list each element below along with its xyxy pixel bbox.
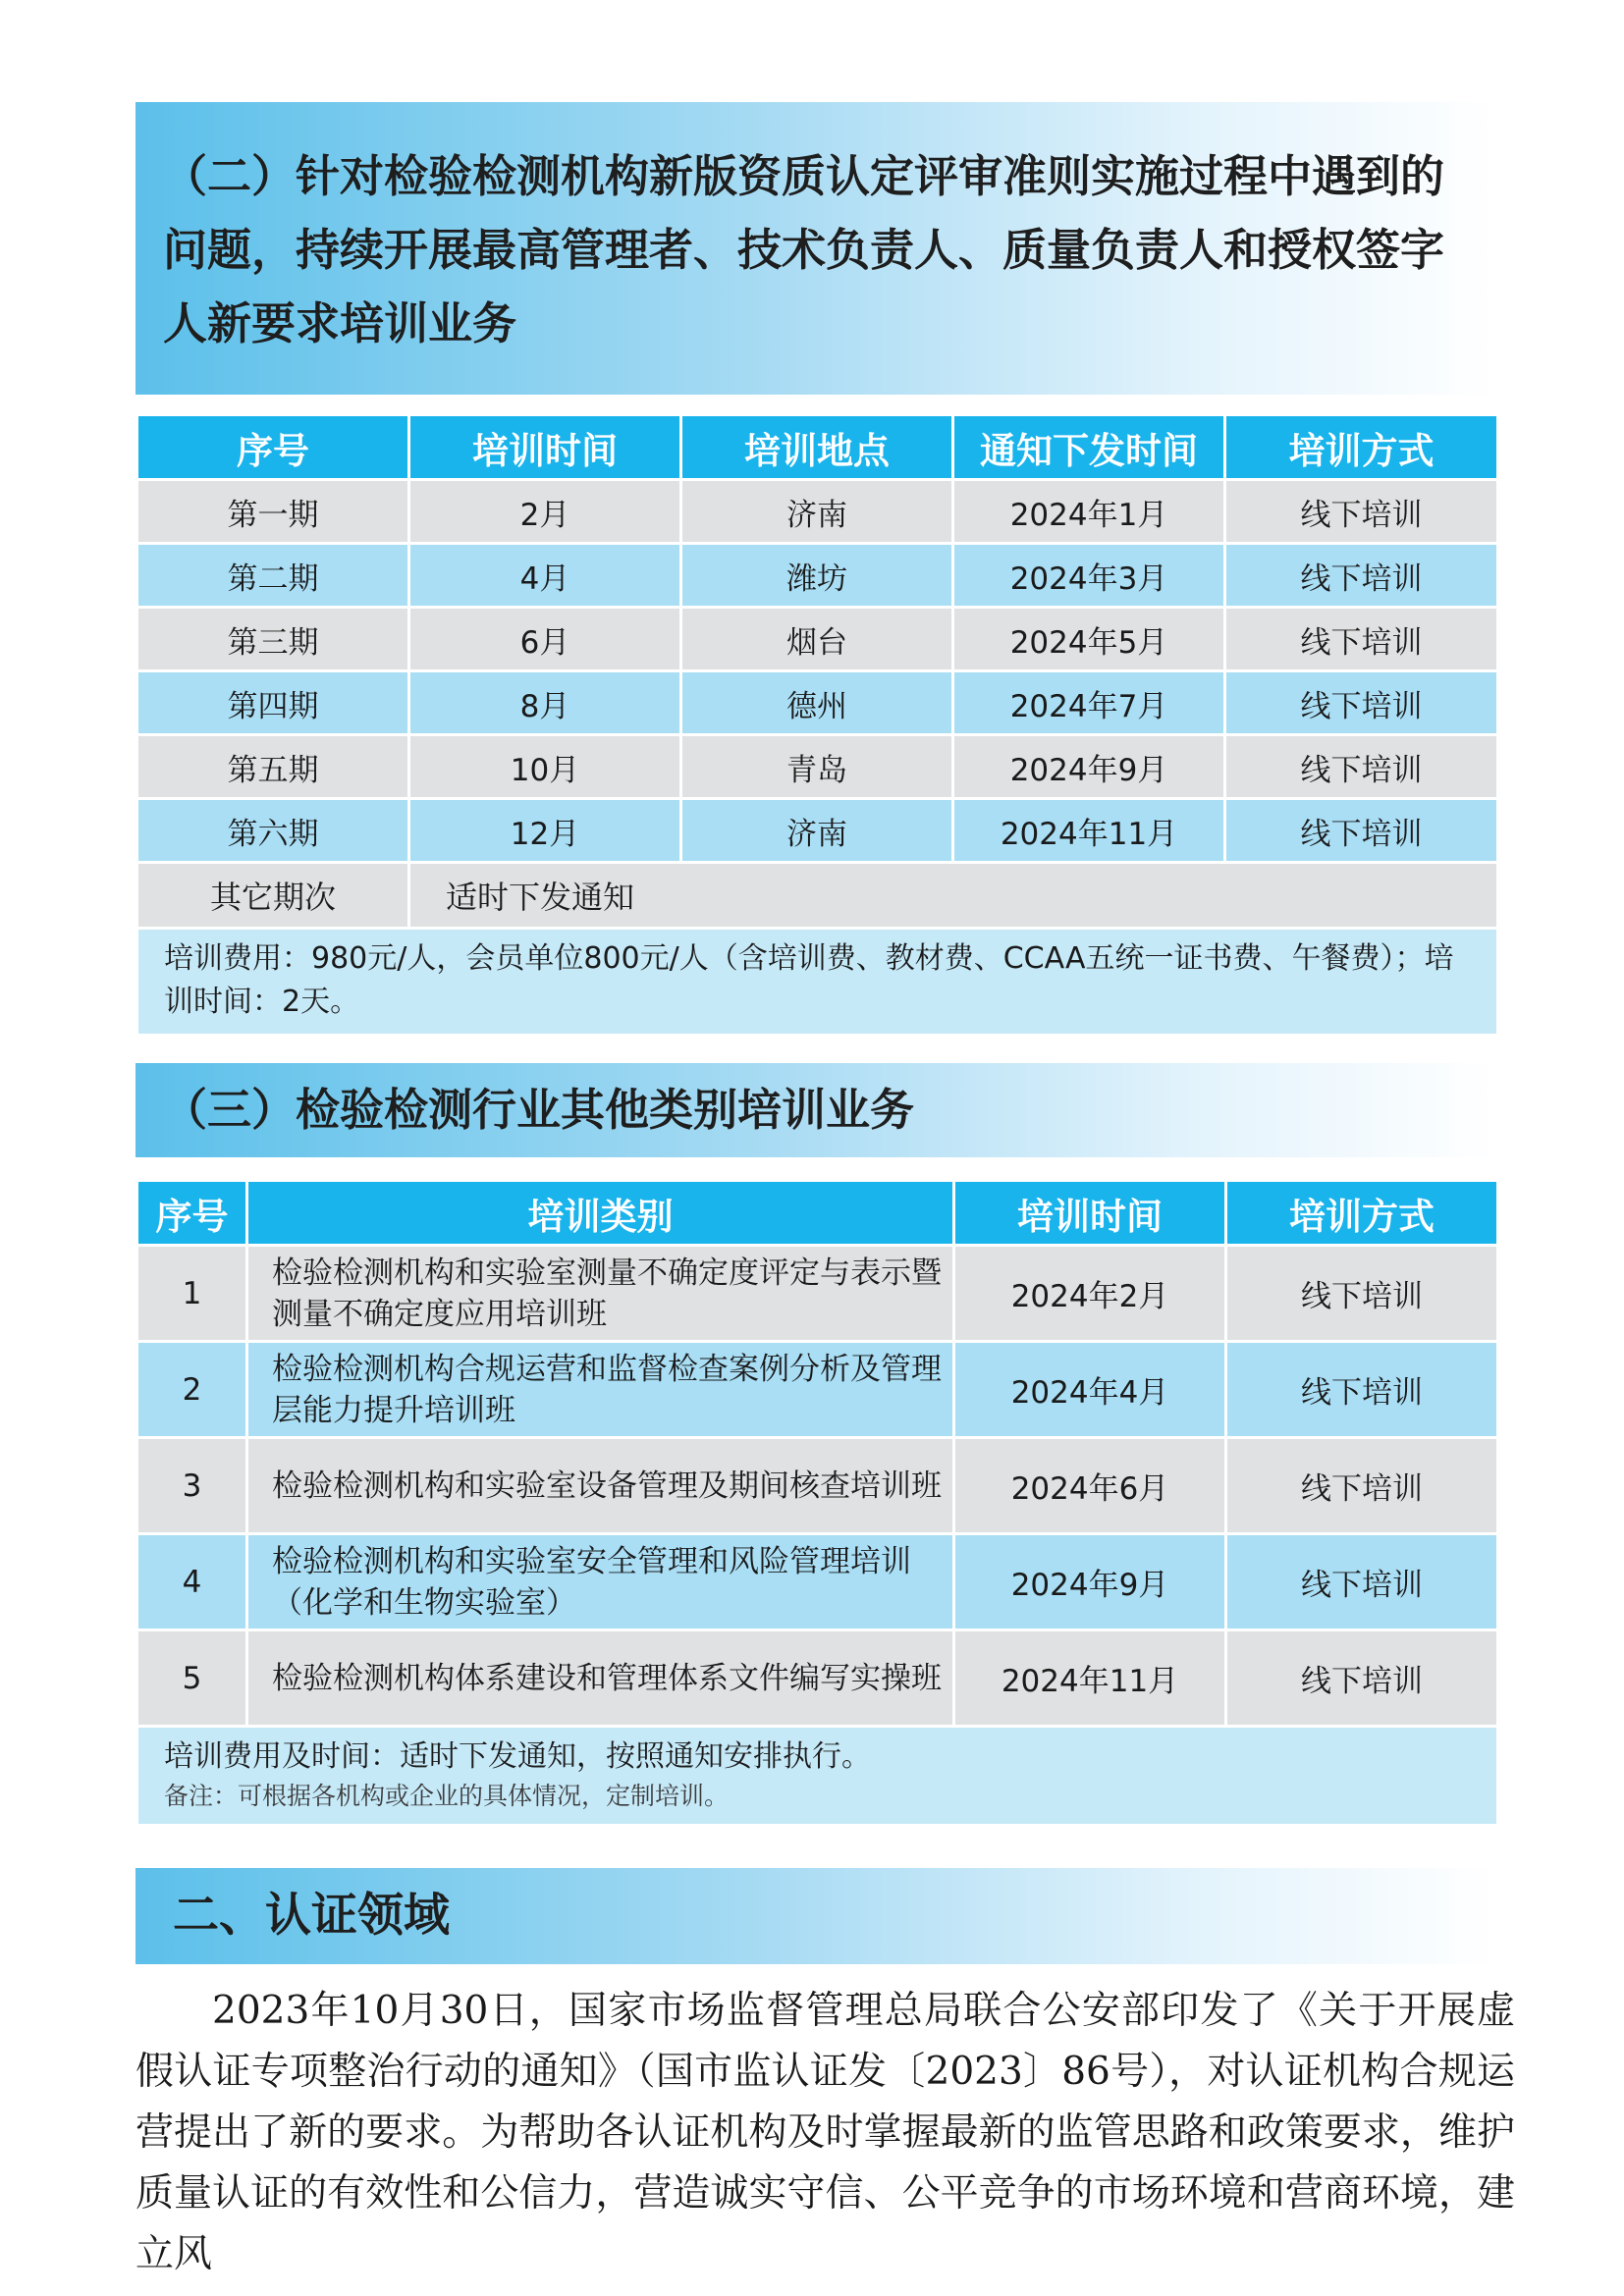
other-training-table: [135, 1179, 1499, 1827]
header-cell: 通知下发时间: [953, 415, 1225, 480]
table-header-row: [137, 1181, 1498, 1246]
location-cell: 烟台: [681, 608, 953, 671]
session-cell: 第五期: [137, 735, 409, 799]
time-cell: 2024年11月: [954, 1630, 1226, 1727]
header-cell: 培训方式: [1225, 415, 1498, 480]
time-cell: 4月: [409, 544, 681, 608]
mode-cell: 线下培训: [1225, 671, 1498, 735]
section2-title: （二）针对检验检测机构新版资质认定评审准则实施过程中遇到的问题，持续开展最高管理者、技术负责人、质量负责人和授权签字人新要求培训业务: [163, 150, 1445, 349]
header-cell: 培训时间: [954, 1181, 1226, 1246]
table-row: [137, 671, 1498, 735]
notice-cell: 2024年1月: [953, 480, 1225, 544]
notice-cell: 2024年3月: [953, 544, 1225, 608]
time-cell: 2月: [409, 480, 681, 544]
time-cell: 2024年9月: [954, 1534, 1226, 1630]
table-row: [137, 480, 1498, 544]
table-row: [137, 1246, 1498, 1342]
notice-cell: 2024年11月: [953, 799, 1225, 863]
mode-cell: 线下培训: [1226, 1534, 1498, 1630]
index-cell: 3: [137, 1438, 247, 1534]
session-cell: 第二期: [137, 544, 409, 608]
mode-cell: 线下培训: [1226, 1630, 1498, 1727]
category-cell: 检验检测机构和实验室安全管理和风险管理培训（化学和生物实验室）: [247, 1534, 954, 1630]
table-row: [137, 1342, 1498, 1438]
table-row: [137, 544, 1498, 608]
session-cell: 第六期: [137, 799, 409, 863]
mode-cell: 线下培训: [1225, 608, 1498, 671]
fee-note: 培训费用及时间：适时下发通知，按照通知安排执行。: [164, 1739, 871, 1774]
notice-cell: 2024年7月: [953, 671, 1225, 735]
table-row: [137, 608, 1498, 671]
mode-cell: 线下培训: [1226, 1438, 1498, 1534]
section3-title: （三）检验检测行业其他类别培训业务: [163, 1084, 915, 1136]
time-cell: 2024年2月: [954, 1246, 1226, 1342]
header-cell: 培训类别: [247, 1181, 954, 1246]
time-cell: 2024年6月: [954, 1438, 1226, 1534]
session-cell: 第一期: [137, 480, 409, 544]
table-row: [137, 1534, 1498, 1630]
training-schedule-table: [135, 413, 1499, 1037]
header-cell: 序号: [137, 1181, 247, 1246]
cert-paragraph: 2023年10月30日，国家市场监督管理总局联合公安部印发了《关于开展虚假认证专项整治行动的通知》（国市监认证发〔2023〕86号），对认证机构合规运营提出了新的要求。为帮助各认证机构及时掌握最新的监管思路和政策要求，维护质量认证的有效性和公信力，营造诚实守信、公平竞争的市场环境和营商环境，建立风: [135, 1989, 1515, 2276]
time-cell: 12月: [409, 799, 681, 863]
notice-cell: 2024年5月: [953, 608, 1225, 671]
fee-note-cell: [137, 1727, 1498, 1826]
index-cell: 4: [137, 1534, 247, 1630]
time-cell: 10月: [409, 735, 681, 799]
header-cell: 培训方式: [1226, 1181, 1498, 1246]
mode-cell: 线下培训: [1225, 799, 1498, 863]
header-cell: 序号: [137, 415, 409, 480]
location-cell: 潍坊: [681, 544, 953, 608]
index-cell: 2: [137, 1342, 247, 1438]
other-sessions-row: [137, 863, 1498, 929]
mode-cell: 线下培训: [1226, 1342, 1498, 1438]
fee-note-row: [137, 1727, 1498, 1826]
table-header-row: [137, 415, 1498, 480]
other-sessions-value: 适时下发通知: [409, 863, 1498, 929]
header-cell: 培训地点: [681, 415, 953, 480]
time-cell: 6月: [409, 608, 681, 671]
session-cell: 第三期: [137, 608, 409, 671]
mode-cell: 线下培训: [1226, 1246, 1498, 1342]
category-cell: 检验检测机构和实验室设备管理及期间核查培训班: [247, 1438, 954, 1534]
remark-note: 备注：可根据各机构或企业的具体情况，定制培训。: [164, 1782, 730, 1810]
other-sessions-label: 其它期次: [137, 863, 409, 929]
location-cell: 德州: [681, 671, 953, 735]
category-cell: 检验检测机构和实验室测量不确定度评定与表示暨测量不确定度应用培训班: [247, 1246, 954, 1342]
table-row: [137, 1630, 1498, 1727]
header-cell: 培训时间: [409, 415, 681, 480]
mode-cell: 线下培训: [1225, 480, 1498, 544]
location-cell: 青岛: [681, 735, 953, 799]
table-row: [137, 1438, 1498, 1534]
mode-cell: 线下培训: [1225, 544, 1498, 608]
table-row: [137, 735, 1498, 799]
category-cell: 检验检测机构体系建设和管理体系文件编写实操班: [247, 1630, 954, 1727]
time-cell: 2024年4月: [954, 1342, 1226, 1438]
cert-section-title: 二、认证领域: [173, 1889, 450, 1943]
index-cell: 1: [137, 1246, 247, 1342]
category-cell: 检验检测机构合规运营和监督检查案例分析及管理层能力提升培训班: [247, 1342, 954, 1438]
cert-title-band: [135, 1868, 1496, 1964]
session-cell: 第四期: [137, 671, 409, 735]
location-cell: 济南: [681, 799, 953, 863]
fee-note: 培训费用：980元/人，会员单位800元/人（含培训费、教材费、CCAA五统一证书费、午餐费）；培训时间：2天。: [137, 929, 1498, 1036]
time-cell: 8月: [409, 671, 681, 735]
section2-title-band: [135, 102, 1496, 395]
notice-cell: 2024年9月: [953, 735, 1225, 799]
index-cell: 5: [137, 1630, 247, 1727]
mode-cell: 线下培训: [1225, 735, 1498, 799]
location-cell: 济南: [681, 480, 953, 544]
table-row: [137, 799, 1498, 863]
section3-title-band: [135, 1063, 1496, 1157]
fee-note-row: [137, 929, 1498, 1036]
